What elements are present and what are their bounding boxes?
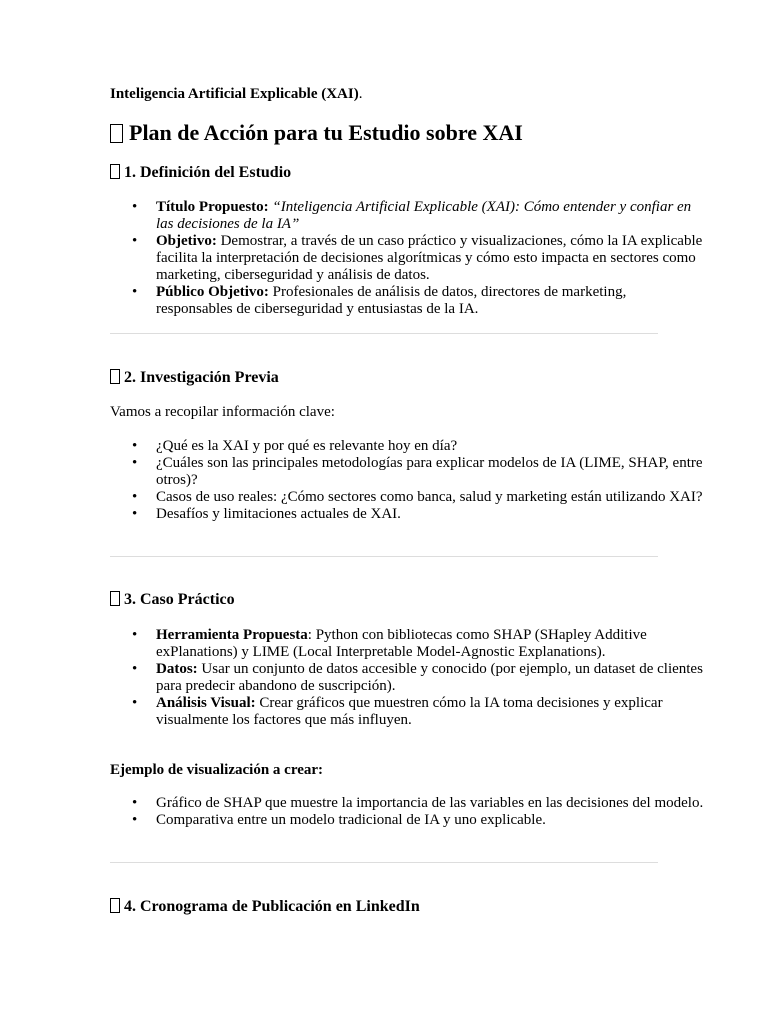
example-list <box>110 795 704 829</box>
missing-glyph-icon <box>110 369 120 384</box>
list-item <box>156 284 704 318</box>
section-2-list <box>110 438 704 523</box>
list-item <box>156 661 704 695</box>
item-label: Herramienta Propuesta <box>156 627 308 643</box>
section-heading-1-text: 1. Definición del Estudio <box>124 164 292 181</box>
item-label: Análisis Visual: <box>156 695 256 711</box>
section-heading-3-text: 3. Caso Práctico <box>124 591 235 608</box>
item-label: Público Objetivo: <box>156 284 269 300</box>
divider <box>110 556 658 557</box>
list-item: • Casos de uso reales: ¿Cómo sectores como banca, salud y marketing están utilizando XAI? <box>156 489 704 506</box>
list-item <box>156 627 704 661</box>
example-heading: Ejemplo de visualización a crear: <box>110 762 324 778</box>
item-label: Título Propuesto: <box>156 199 269 215</box>
item-text: “Inteligencia Artificial Explicable (XAI): Cómo entender y confiar en las decisiones de la IA” <box>156 199 692 232</box>
intro-line <box>110 86 362 103</box>
divider <box>110 862 658 863</box>
section-heading-2 <box>110 368 279 388</box>
item-text: : Python con bibliotecas como SHAP (SHapley Additive exPlanations) y LIME (Local Interpretable Model-Agnostic Explanations). <box>156 627 647 660</box>
divider <box>110 333 658 334</box>
section-1-list <box>110 199 704 318</box>
section-heading-4-text: 4. Cronograma de Publicación en LinkedIn <box>124 898 420 915</box>
item-text: Crear gráficos que muestren cómo la IA toma decisiones y explicar visualmente los factores que más influyen. <box>156 695 663 728</box>
missing-glyph-icon <box>110 591 120 606</box>
section-3-list <box>110 627 704 729</box>
item-label: Objetivo: <box>156 233 217 249</box>
missing-glyph-icon <box>110 164 120 179</box>
list-item <box>156 233 704 284</box>
list-item: • Desafíos y limitaciones actuales de XAI. <box>156 506 704 523</box>
list-item <box>156 695 704 729</box>
item-text: Profesionales de análisis de datos, directores de marketing, responsables de ciberseguridad y entusiastas de la IA. <box>156 284 627 317</box>
section-heading-4 <box>110 897 420 917</box>
section-heading-2-text: 2. Investigación Previa <box>124 369 279 386</box>
intro-bold: Inteligencia Artificial Explicable (XAI) <box>110 86 359 102</box>
item-text: Demostrar, a través de un caso práctico y visualizaciones, cómo la IA explicable facilita la interpretación de decisiones algorítmicas y cómo esto impacta en sectores como marketing, ciberseguridad y análisis de datos. <box>156 233 703 283</box>
missing-glyph-icon <box>110 898 120 913</box>
item-text: Usar un conjunto de datos accesible y conocido (por ejemplo, un dataset de clientes para predecir abandono de suscripción). <box>156 661 703 694</box>
missing-glyph-icon <box>110 124 123 143</box>
page-title <box>110 120 523 146</box>
list-item: • ¿Cuáles son las principales metodologías para explicar modelos de IA (LIME, SHAP, entre otros)? <box>156 455 704 489</box>
list-item <box>156 199 704 233</box>
section-2-intro: Vamos a recopilar información clave: <box>110 404 335 420</box>
section-heading-1 <box>110 163 291 183</box>
item-label: Datos: <box>156 661 198 677</box>
intro-tail: . <box>358 86 363 102</box>
page-title-text: Plan de Acción para tu Estudio sobre XAI <box>129 120 523 145</box>
list-item: • Comparativa entre un modelo tradicional de IA y uno explicable. <box>156 812 704 829</box>
list-item: • Gráfico de SHAP que muestre la importancia de las variables en las decisiones del modelo. <box>156 795 704 812</box>
section-heading-3 <box>110 590 235 610</box>
list-item: • ¿Qué es la XAI y por qué es relevante hoy en día? <box>156 438 704 455</box>
